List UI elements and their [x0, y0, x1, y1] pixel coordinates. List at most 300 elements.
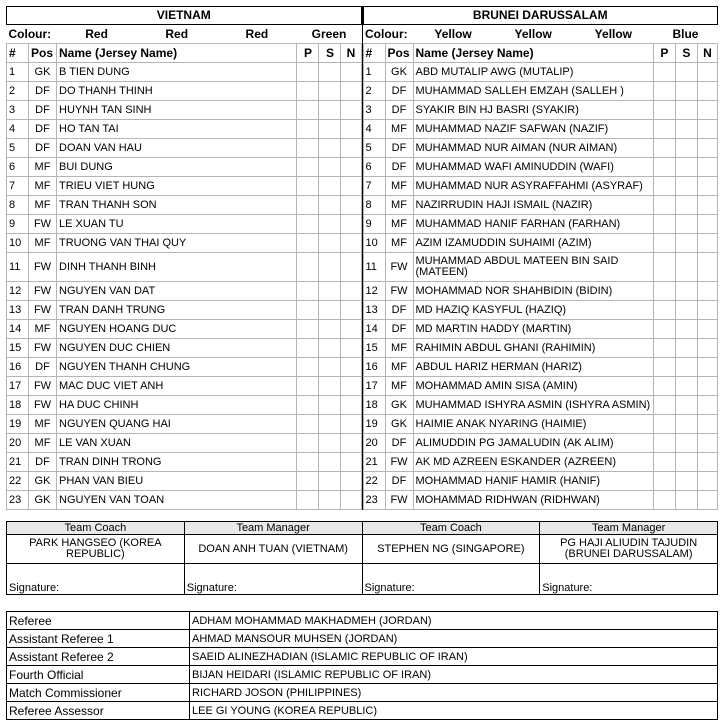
substitute-box[interactable]	[319, 396, 341, 415]
substitute-box[interactable]	[675, 215, 697, 234]
player-row	[7, 339, 362, 358]
player-position: DF	[385, 158, 413, 177]
player-number: 15	[7, 339, 29, 358]
not-used-box[interactable]	[341, 196, 361, 215]
not-used-box[interactable]	[341, 253, 361, 282]
player-name: MUHAMMAD SALLEH EMZAH (SALLEH )	[413, 82, 653, 101]
not-used-box[interactable]	[341, 120, 361, 139]
player-number: 20	[363, 434, 385, 453]
substitute-box[interactable]	[319, 139, 341, 158]
player-name: MOHAMMAD AMIN SISA (AMIN)	[413, 377, 653, 396]
player-row	[363, 282, 718, 301]
played-box[interactable]	[653, 63, 675, 82]
substitute-box[interactable]	[319, 196, 341, 215]
player-number: 10	[363, 234, 385, 253]
player-name: SYAKIR BIN HJ BASRI (SYAKIR)	[413, 101, 653, 120]
player-row	[363, 472, 718, 491]
not-used-box[interactable]	[341, 415, 361, 434]
played-box[interactable]	[297, 339, 319, 358]
player-number: 5	[7, 139, 29, 158]
player-position: MF	[29, 158, 57, 177]
team-brunei	[362, 6, 719, 510]
col-p: P	[653, 44, 675, 63]
player-name: DOAN VAN HAU	[57, 139, 297, 158]
team-name: VIETNAM	[7, 7, 362, 25]
player-position: FW	[385, 491, 413, 510]
player-position: DF	[385, 101, 413, 120]
not-used-box[interactable]	[697, 253, 717, 282]
player-name: TRAN THANH SON	[57, 196, 297, 215]
player-number: 12	[363, 282, 385, 301]
player-position: MF	[385, 177, 413, 196]
substitute-box[interactable]	[319, 491, 341, 510]
played-box[interactable]	[653, 415, 675, 434]
substitute-box[interactable]	[319, 339, 341, 358]
substitute-box[interactable]	[319, 415, 341, 434]
player-name: AK MD AZREEN ESKANDER (AZREEN)	[413, 453, 653, 472]
substitute-box[interactable]	[675, 301, 697, 320]
player-number: 14	[7, 320, 29, 339]
substitute-box[interactable]	[675, 282, 697, 301]
signature-field[interactable]: Signature:	[540, 564, 718, 595]
not-used-box[interactable]	[341, 339, 361, 358]
played-box[interactable]	[297, 320, 319, 339]
player-number: 12	[7, 282, 29, 301]
not-used-box[interactable]	[341, 282, 361, 301]
player-number: 16	[363, 358, 385, 377]
player-name: NAZIRRUDIN HAJI ISMAIL (NAZIR)	[413, 196, 653, 215]
substitute-box[interactable]	[319, 82, 341, 101]
substitute-box[interactable]	[319, 301, 341, 320]
player-position: MF	[29, 177, 57, 196]
played-box[interactable]	[653, 358, 675, 377]
player-name: HO TAN TAI	[57, 120, 297, 139]
official-row	[7, 612, 718, 630]
official-role: Assistant Referee 2	[7, 648, 190, 666]
player-row	[363, 120, 718, 139]
played-box[interactable]	[297, 415, 319, 434]
played-box[interactable]	[653, 491, 675, 510]
not-used-box[interactable]	[697, 358, 717, 377]
played-box[interactable]	[653, 177, 675, 196]
not-used-box[interactable]	[697, 396, 717, 415]
official-name: BIJAN HEIDARI (ISLAMIC REPUBLIC OF IRAN)	[190, 666, 718, 684]
substitute-box[interactable]	[319, 472, 341, 491]
player-number: 7	[7, 177, 29, 196]
substitute-box[interactable]	[675, 396, 697, 415]
player-row	[7, 320, 362, 339]
not-used-box[interactable]	[697, 177, 717, 196]
played-box[interactable]	[297, 120, 319, 139]
not-used-box[interactable]	[341, 434, 361, 453]
substitute-box[interactable]	[675, 320, 697, 339]
played-box[interactable]	[297, 158, 319, 177]
player-number: 4	[7, 120, 29, 139]
player-position: DF	[385, 320, 413, 339]
staff-name: STEPHEN NG (SINGAPORE)	[362, 535, 540, 564]
player-number: 21	[7, 453, 29, 472]
col-s: S	[319, 44, 341, 63]
played-box[interactable]	[653, 101, 675, 120]
player-name: MAC DUC VIET ANH	[57, 377, 297, 396]
substitute-box[interactable]	[319, 234, 341, 253]
col-num: #	[7, 44, 29, 63]
not-used-box[interactable]	[697, 139, 717, 158]
player-rows	[7, 63, 362, 510]
played-box[interactable]	[297, 377, 319, 396]
player-position: FW	[29, 282, 57, 301]
player-row	[7, 377, 362, 396]
played-box[interactable]	[653, 377, 675, 396]
player-position: FW	[29, 301, 57, 320]
player-row	[363, 358, 718, 377]
staff-name: PG HAJI ALIUDIN TAJUDIN (BRUNEI DARUSSALAM)	[540, 535, 718, 564]
player-position: MF	[385, 120, 413, 139]
substitute-box[interactable]	[675, 415, 697, 434]
played-box[interactable]	[297, 234, 319, 253]
played-box[interactable]	[297, 82, 319, 101]
not-used-box[interactable]	[341, 63, 361, 82]
player-position: DF	[29, 358, 57, 377]
substitute-box[interactable]	[675, 491, 697, 510]
played-box[interactable]	[297, 301, 319, 320]
player-row	[7, 253, 362, 282]
player-name: TRAN DANH TRUNG	[57, 301, 297, 320]
not-used-box[interactable]	[341, 101, 361, 120]
player-name: NGUYEN HOANG DUC	[57, 320, 297, 339]
official-row	[7, 630, 718, 648]
played-box[interactable]	[653, 253, 675, 282]
signature-field[interactable]: Signature:	[184, 564, 362, 595]
player-number: 19	[363, 415, 385, 434]
played-box[interactable]	[653, 301, 675, 320]
not-used-box[interactable]	[697, 101, 717, 120]
played-box[interactable]	[653, 472, 675, 491]
player-row	[363, 396, 718, 415]
player-name: MOHAMMAD HANIF HAMIR (HANIF)	[413, 472, 653, 491]
player-position: DF	[385, 82, 413, 101]
player-row	[363, 177, 718, 196]
player-name: HA DUC CHINH	[57, 396, 297, 415]
player-name: AZIM IZAMUDDIN SUHAIMI (AZIM)	[413, 234, 653, 253]
played-box[interactable]	[297, 139, 319, 158]
played-box[interactable]	[297, 253, 319, 282]
played-box[interactable]	[297, 396, 319, 415]
player-name: MD MARTIN HADDY (MARTIN)	[413, 320, 653, 339]
not-used-box[interactable]	[697, 158, 717, 177]
player-row	[7, 491, 362, 510]
player-number: 5	[363, 139, 385, 158]
not-used-box[interactable]	[697, 453, 717, 472]
player-position: DF	[29, 101, 57, 120]
not-used-box[interactable]	[697, 301, 717, 320]
player-name: DO THANH THINH	[57, 82, 297, 101]
not-used-box[interactable]	[341, 472, 361, 491]
not-used-box[interactable]	[697, 196, 717, 215]
substitute-box[interactable]	[675, 339, 697, 358]
player-row	[363, 453, 718, 472]
not-used-box[interactable]	[341, 320, 361, 339]
player-position: MF	[385, 196, 413, 215]
col-num: #	[363, 44, 385, 63]
substitute-box[interactable]	[675, 139, 697, 158]
played-box[interactable]	[653, 396, 675, 415]
not-used-box[interactable]	[341, 453, 361, 472]
column-header-row	[7, 44, 362, 63]
not-used-box[interactable]	[697, 434, 717, 453]
player-name: MOHAMMAD NOR SHAHBIDIN (BIDIN)	[413, 282, 653, 301]
player-position: MF	[385, 377, 413, 396]
player-number: 14	[363, 320, 385, 339]
not-used-box[interactable]	[697, 282, 717, 301]
player-name: MUHAMMAD NUR AIMAN (NUR AIMAN)	[413, 139, 653, 158]
player-position: MF	[29, 320, 57, 339]
played-box[interactable]	[297, 282, 319, 301]
played-box[interactable]	[653, 139, 675, 158]
not-used-box[interactable]	[341, 358, 361, 377]
not-used-box[interactable]	[341, 301, 361, 320]
substitute-box[interactable]	[675, 358, 697, 377]
player-number: 11	[363, 253, 385, 282]
played-box[interactable]	[653, 453, 675, 472]
player-position: FW	[29, 215, 57, 234]
played-box[interactable]	[653, 234, 675, 253]
played-box[interactable]	[297, 491, 319, 510]
colour-label: Colour:	[7, 25, 57, 44]
player-row	[7, 82, 362, 101]
player-row	[363, 253, 718, 282]
substitute-box[interactable]	[319, 434, 341, 453]
player-number: 6	[363, 158, 385, 177]
player-number: 18	[7, 396, 29, 415]
not-used-box[interactable]	[697, 320, 717, 339]
player-position: FW	[29, 377, 57, 396]
player-position: MF	[385, 234, 413, 253]
official-row	[7, 702, 718, 720]
played-box[interactable]	[653, 320, 675, 339]
colour-value: Green	[297, 25, 361, 44]
player-row	[7, 396, 362, 415]
not-used-box[interactable]	[341, 234, 361, 253]
player-number: 8	[363, 196, 385, 215]
player-number: 4	[363, 120, 385, 139]
player-row	[7, 120, 362, 139]
played-box[interactable]	[297, 434, 319, 453]
official-role: Assistant Referee 1	[7, 630, 190, 648]
not-used-box[interactable]	[341, 82, 361, 101]
player-position: FW	[385, 253, 413, 282]
player-row	[363, 215, 718, 234]
substitute-box[interactable]	[319, 177, 341, 196]
not-used-box[interactable]	[697, 377, 717, 396]
staff-name: DOAN ANH TUAN (VIETNAM)	[184, 535, 362, 564]
not-used-box[interactable]	[697, 415, 717, 434]
player-name: NGUYEN THANH CHUNG	[57, 358, 297, 377]
player-name: ABD MUTALIP AWG (MUTALIP)	[413, 63, 653, 82]
officials-table	[6, 611, 718, 720]
player-name: TRIEU VIET HUNG	[57, 177, 297, 196]
substitute-box[interactable]	[675, 453, 697, 472]
player-position: GK	[385, 415, 413, 434]
player-name: MUHAMMAD WAFI AMINUDDIN (WAFI)	[413, 158, 653, 177]
played-box[interactable]	[297, 358, 319, 377]
not-used-box[interactable]	[697, 63, 717, 82]
player-position: FW	[385, 453, 413, 472]
player-name: HUYNH TAN SINH	[57, 101, 297, 120]
player-position: MF	[385, 339, 413, 358]
player-number: 20	[7, 434, 29, 453]
player-number: 11	[7, 253, 29, 282]
player-number: 15	[363, 339, 385, 358]
substitute-box[interactable]	[675, 158, 697, 177]
official-name: SAEID ALINEZHADIAN (ISLAMIC REPUBLIC OF IRAN)	[190, 648, 718, 666]
player-position: DF	[385, 301, 413, 320]
not-used-box[interactable]	[697, 234, 717, 253]
substitute-box[interactable]	[675, 377, 697, 396]
substitute-box[interactable]	[675, 101, 697, 120]
staff-header: Team Coach	[362, 522, 540, 535]
colour-row	[363, 25, 718, 44]
not-used-box[interactable]	[341, 377, 361, 396]
player-row	[7, 101, 362, 120]
player-position: FW	[29, 253, 57, 282]
player-row	[7, 434, 362, 453]
signature-field[interactable]: Signature:	[362, 564, 540, 595]
player-number: 13	[7, 301, 29, 320]
colour-value: Red	[165, 26, 189, 41]
player-name: LE XUAN TU	[57, 215, 297, 234]
not-used-box[interactable]	[341, 491, 361, 510]
player-number: 16	[7, 358, 29, 377]
substitute-box[interactable]	[319, 253, 341, 282]
player-position: MF	[29, 196, 57, 215]
player-name: NGUYEN DUC CHIEN	[57, 339, 297, 358]
substitute-box[interactable]	[319, 215, 341, 234]
player-position: FW	[29, 339, 57, 358]
played-box[interactable]	[297, 177, 319, 196]
substitute-box[interactable]	[319, 158, 341, 177]
player-name: MUHAMMAD NAZIF SAFWAN (NAZIF)	[413, 120, 653, 139]
played-box[interactable]	[653, 82, 675, 101]
substitute-box[interactable]	[675, 63, 697, 82]
played-box[interactable]	[653, 158, 675, 177]
played-box[interactable]	[297, 215, 319, 234]
player-number: 22	[363, 472, 385, 491]
colour-label: Colour:	[363, 25, 413, 44]
substitute-box[interactable]	[675, 196, 697, 215]
player-position: GK	[29, 472, 57, 491]
not-used-box[interactable]	[697, 82, 717, 101]
substitute-box[interactable]	[675, 234, 697, 253]
player-name: DINH THANH BINH	[57, 253, 297, 282]
lineup-table-brunei	[363, 6, 719, 510]
colour-value: Red	[245, 26, 269, 41]
substitute-box[interactable]	[675, 472, 697, 491]
player-name: ALIMUDDIN PG JAMALUDIN (AK ALIM)	[413, 434, 653, 453]
player-number: 1	[363, 63, 385, 82]
player-row	[7, 415, 362, 434]
played-box[interactable]	[653, 120, 675, 139]
not-used-box[interactable]	[697, 491, 717, 510]
player-name: PHAN VAN BIEU	[57, 472, 297, 491]
substitute-box[interactable]	[319, 453, 341, 472]
player-number: 9	[363, 215, 385, 234]
player-name: B TIEN DUNG	[57, 63, 297, 82]
player-number: 2	[7, 82, 29, 101]
played-box[interactable]	[297, 196, 319, 215]
substitute-box[interactable]	[319, 377, 341, 396]
official-name: AHMAD MANSOUR MUHSEN (JORDAN)	[190, 630, 718, 648]
not-used-box[interactable]	[341, 177, 361, 196]
not-used-box[interactable]	[341, 139, 361, 158]
substitute-box[interactable]	[319, 101, 341, 120]
played-box[interactable]	[297, 453, 319, 472]
colour-value: Red	[85, 26, 108, 41]
substitute-box[interactable]	[675, 177, 697, 196]
colour-value: Yellow	[434, 26, 472, 41]
substitute-box[interactable]	[319, 63, 341, 82]
player-row	[363, 139, 718, 158]
player-name: BUI DUNG	[57, 158, 297, 177]
substitute-box[interactable]	[675, 253, 697, 282]
substitute-box[interactable]	[675, 434, 697, 453]
played-box[interactable]	[653, 196, 675, 215]
not-used-box[interactable]	[697, 339, 717, 358]
substitute-box[interactable]	[319, 120, 341, 139]
player-row	[363, 301, 718, 320]
lineup-table-vietnam	[6, 6, 362, 510]
substitute-box[interactable]	[319, 320, 341, 339]
player-name: MUHAMMAD NUR ASYRAFFAHMI (ASYRAF)	[413, 177, 653, 196]
not-used-box[interactable]	[697, 472, 717, 491]
player-name: NGUYEN VAN DAT	[57, 282, 297, 301]
player-row	[363, 415, 718, 434]
colour-row	[7, 25, 362, 44]
player-name: RAHIMIN ABDUL GHANI (RAHIMIN)	[413, 339, 653, 358]
official-row	[7, 684, 718, 702]
played-box[interactable]	[653, 282, 675, 301]
not-used-box[interactable]	[697, 215, 717, 234]
staff-table	[6, 521, 718, 595]
signature-field[interactable]: Signature:	[7, 564, 185, 595]
substitute-box[interactable]	[319, 282, 341, 301]
played-box[interactable]	[297, 63, 319, 82]
player-number: 23	[7, 491, 29, 510]
played-box[interactable]	[297, 101, 319, 120]
player-position: MF	[29, 434, 57, 453]
not-used-box[interactable]	[341, 215, 361, 234]
substitute-box[interactable]	[319, 358, 341, 377]
player-row	[363, 491, 718, 510]
played-box[interactable]	[653, 215, 675, 234]
staff-header: Team Manager	[540, 522, 718, 535]
substitute-box[interactable]	[675, 82, 697, 101]
official-role: Referee	[7, 612, 190, 630]
played-box[interactable]	[653, 339, 675, 358]
player-name: HAIMIE ANAK NYARING (HAIMIE)	[413, 415, 653, 434]
not-used-box[interactable]	[341, 396, 361, 415]
player-position: MF	[29, 415, 57, 434]
official-role: Match Commissioner	[7, 684, 190, 702]
player-position: GK	[385, 396, 413, 415]
played-box[interactable]	[653, 434, 675, 453]
player-number: 3	[363, 101, 385, 120]
played-box[interactable]	[297, 472, 319, 491]
not-used-box[interactable]	[697, 120, 717, 139]
not-used-box[interactable]	[341, 158, 361, 177]
substitute-box[interactable]	[675, 120, 697, 139]
player-number: 8	[7, 196, 29, 215]
